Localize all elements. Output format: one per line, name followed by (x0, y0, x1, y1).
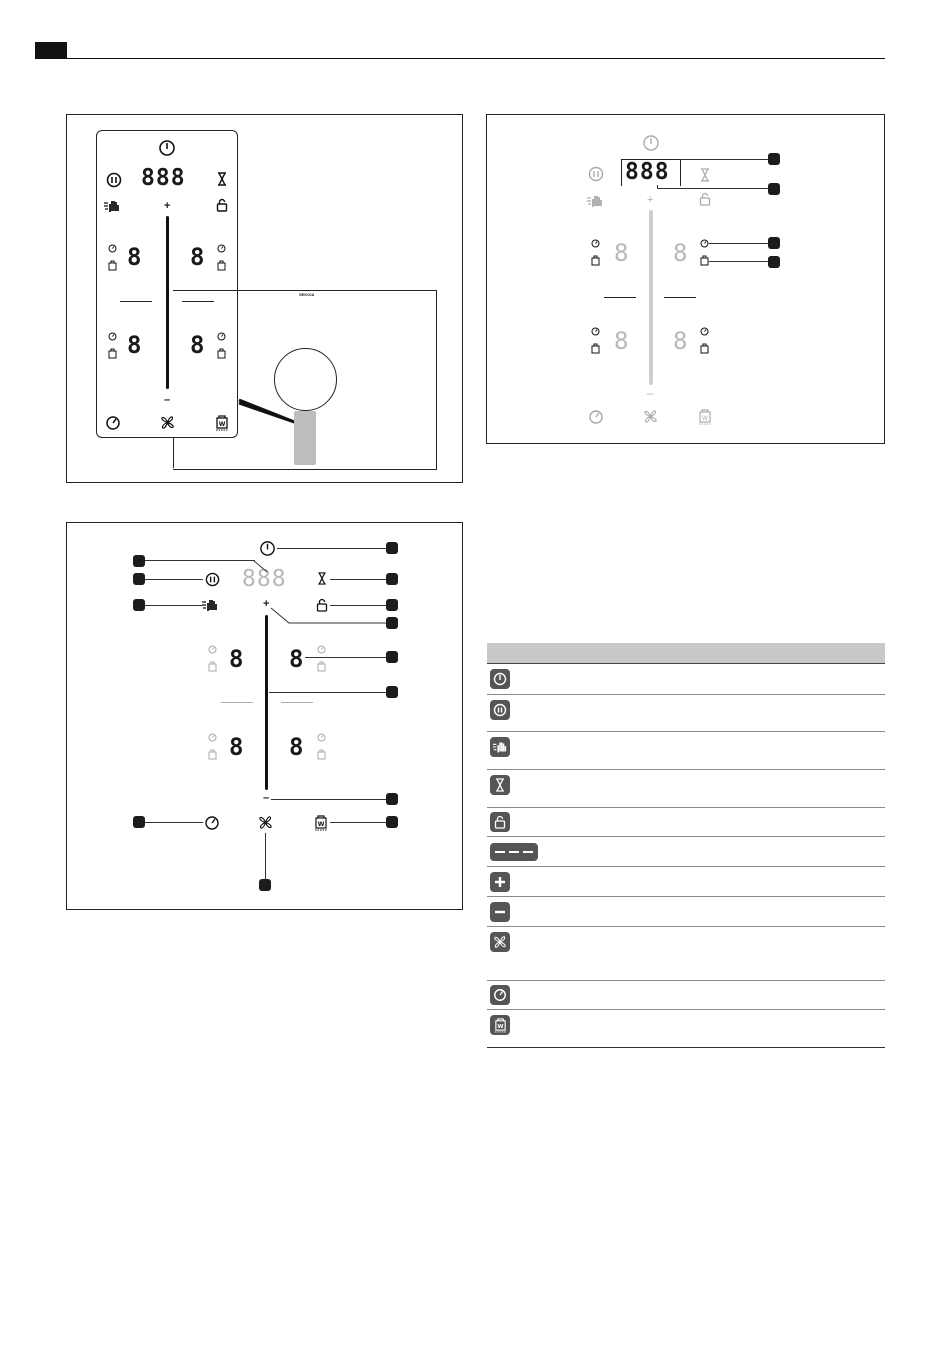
zone-display-rear-right: 8 (190, 331, 206, 359)
callout-marker (386, 651, 398, 663)
water-bucket-icon (698, 408, 712, 425)
zone-mode-icon (591, 343, 600, 354)
stop-go-hand-icon (490, 737, 510, 757)
stop-go-hand-icon (103, 199, 121, 213)
zone-display-rear-left: 8 (229, 733, 245, 761)
figure-panel-display-callouts (486, 114, 885, 444)
timer-icon (317, 645, 326, 654)
panel-thumbnail (294, 411, 316, 465)
zone-display-rear-left: 8 (127, 331, 143, 359)
minus-label: – (263, 792, 270, 804)
lock-icon (490, 812, 510, 832)
plus-icon (490, 872, 510, 892)
leader-line (679, 159, 769, 160)
plus-label: + (263, 598, 270, 610)
zone-display-front-left: 8 (614, 239, 630, 267)
svg-text:W: W (317, 821, 325, 828)
page-tab (35, 42, 67, 58)
stop-go-hand-icon (586, 194, 604, 208)
table-row (487, 808, 885, 837)
timer-icon (591, 327, 600, 336)
zone-mode-icon (700, 343, 709, 354)
water-bucket-icon (314, 814, 328, 831)
minus-icon (490, 902, 510, 922)
timer-icon (204, 815, 220, 831)
zone-mode-icon (591, 255, 600, 266)
callout-marker (386, 686, 398, 698)
pause-icon (588, 166, 604, 182)
leader-line (330, 822, 387, 823)
bridge-bar-left (604, 297, 636, 298)
leader-line (145, 579, 203, 580)
zone-display-front-left: 8 (229, 645, 245, 673)
hourglass-icon (700, 168, 710, 182)
power-slider[interactable] (649, 210, 653, 385)
timer-icon (490, 985, 510, 1005)
leader-line (145, 605, 202, 606)
table-row (487, 981, 885, 1010)
table-row (487, 927, 885, 981)
figure-panel-overview (66, 114, 463, 483)
timer-icon (108, 332, 117, 341)
table-row (487, 867, 885, 897)
table-row (487, 770, 885, 808)
plus-label: + (164, 200, 171, 212)
zone-display-front-left: 8 (127, 243, 143, 271)
table-row (487, 897, 885, 927)
callout-marker (386, 542, 398, 554)
callout-marker (133, 555, 145, 567)
lock-icon (699, 192, 711, 206)
bridge-bar-left (221, 702, 253, 703)
fan-icon (642, 408, 659, 425)
timer-icon (700, 327, 709, 336)
pause-icon (490, 700, 510, 720)
timer-icon (105, 415, 121, 431)
svg-text:W: W (496, 1024, 504, 1031)
timer-icon (208, 645, 217, 654)
callout-marker (386, 573, 398, 585)
callout-marker (133, 599, 145, 611)
leader-line (305, 657, 387, 658)
zone-display-front-right: 8 (190, 243, 206, 271)
symbol-table (487, 643, 885, 1048)
callout-marker (768, 183, 780, 195)
bridge-bar-left (120, 301, 152, 302)
leader-line (271, 799, 387, 800)
hourglass-icon (317, 572, 327, 585)
zone-mode-icon (317, 661, 326, 672)
figure-panel-callouts (66, 522, 463, 910)
callout-marker (259, 879, 271, 891)
callout-marker (386, 617, 398, 629)
main-display: 888 (625, 159, 670, 185)
zone-display-rear-right: 8 (289, 733, 305, 761)
hourglass-icon (217, 172, 227, 186)
pause-icon (205, 572, 220, 587)
callout-marker (768, 153, 780, 165)
leader-line (265, 833, 266, 879)
plus-label: + (647, 194, 654, 206)
callout-marker (386, 793, 398, 805)
leader-line (145, 822, 203, 823)
leader-line (253, 559, 273, 573)
lock-icon (216, 198, 228, 212)
power-icon (158, 139, 176, 157)
callout-marker (133, 816, 145, 828)
table-row (487, 1010, 885, 1048)
power-icon (642, 134, 660, 152)
bridge-bar-icon (490, 843, 538, 861)
stop-go-hand-icon (201, 598, 219, 612)
bridge-bar-right (281, 702, 313, 703)
leader-line (657, 188, 769, 189)
leader-line (269, 692, 387, 693)
hourglass-icon (490, 775, 510, 795)
minus-label: – (164, 394, 171, 406)
svg-text:W: W (218, 421, 226, 428)
timer-icon (317, 733, 326, 742)
main-display-digits: 888 (242, 566, 287, 592)
callout-marker (768, 256, 780, 268)
timer-icon (588, 409, 604, 425)
leader-line (145, 560, 255, 561)
main-display: 888 (141, 165, 186, 191)
power-slider[interactable] (265, 615, 268, 790)
timer-icon (108, 244, 117, 253)
minus-label: – (647, 388, 654, 400)
zone-mode-icon (317, 749, 326, 760)
bridge-bar-right (664, 297, 696, 298)
leader-line (709, 243, 769, 244)
pause-icon (106, 172, 122, 188)
brand-label: SEKOIA (299, 292, 315, 297)
leader-line (277, 548, 387, 549)
table-row (487, 664, 885, 695)
table-header (487, 643, 885, 664)
zone-display-rear-right: 8 (673, 327, 689, 355)
fan-icon (490, 932, 510, 952)
table-row (487, 732, 885, 770)
zone-display-front-right: 8 (673, 239, 689, 267)
fan-icon (257, 814, 274, 831)
water-bucket-icon (490, 1015, 510, 1035)
zone-display-rear-left: 8 (614, 327, 630, 355)
power-icon (490, 669, 510, 689)
hob-outline-left (173, 438, 174, 468)
callout-marker (768, 237, 780, 249)
zone-mode-icon (208, 749, 217, 760)
timer-icon (208, 733, 217, 742)
power-icon (259, 540, 276, 557)
table-row (487, 837, 885, 867)
timer-icon (217, 244, 226, 253)
table-row (487, 695, 885, 732)
timer-icon (700, 239, 709, 248)
leader-line (330, 579, 387, 580)
callout-marker (133, 573, 145, 585)
leader-line (330, 605, 387, 606)
zone-mode-icon (700, 255, 709, 266)
zone-mode-icon (217, 260, 226, 271)
header-rule (35, 58, 885, 59)
power-slider[interactable] (166, 216, 169, 389)
zone-mode-icon (108, 348, 117, 359)
svg-text:W: W (702, 415, 708, 422)
zone-display-front-right: 8 (289, 645, 305, 673)
zone-mode-icon (108, 260, 117, 271)
timer-icon (591, 239, 600, 248)
leader-line (709, 261, 769, 262)
zone-mode-icon (208, 661, 217, 672)
callout-marker (386, 816, 398, 828)
leader-line (271, 607, 391, 627)
